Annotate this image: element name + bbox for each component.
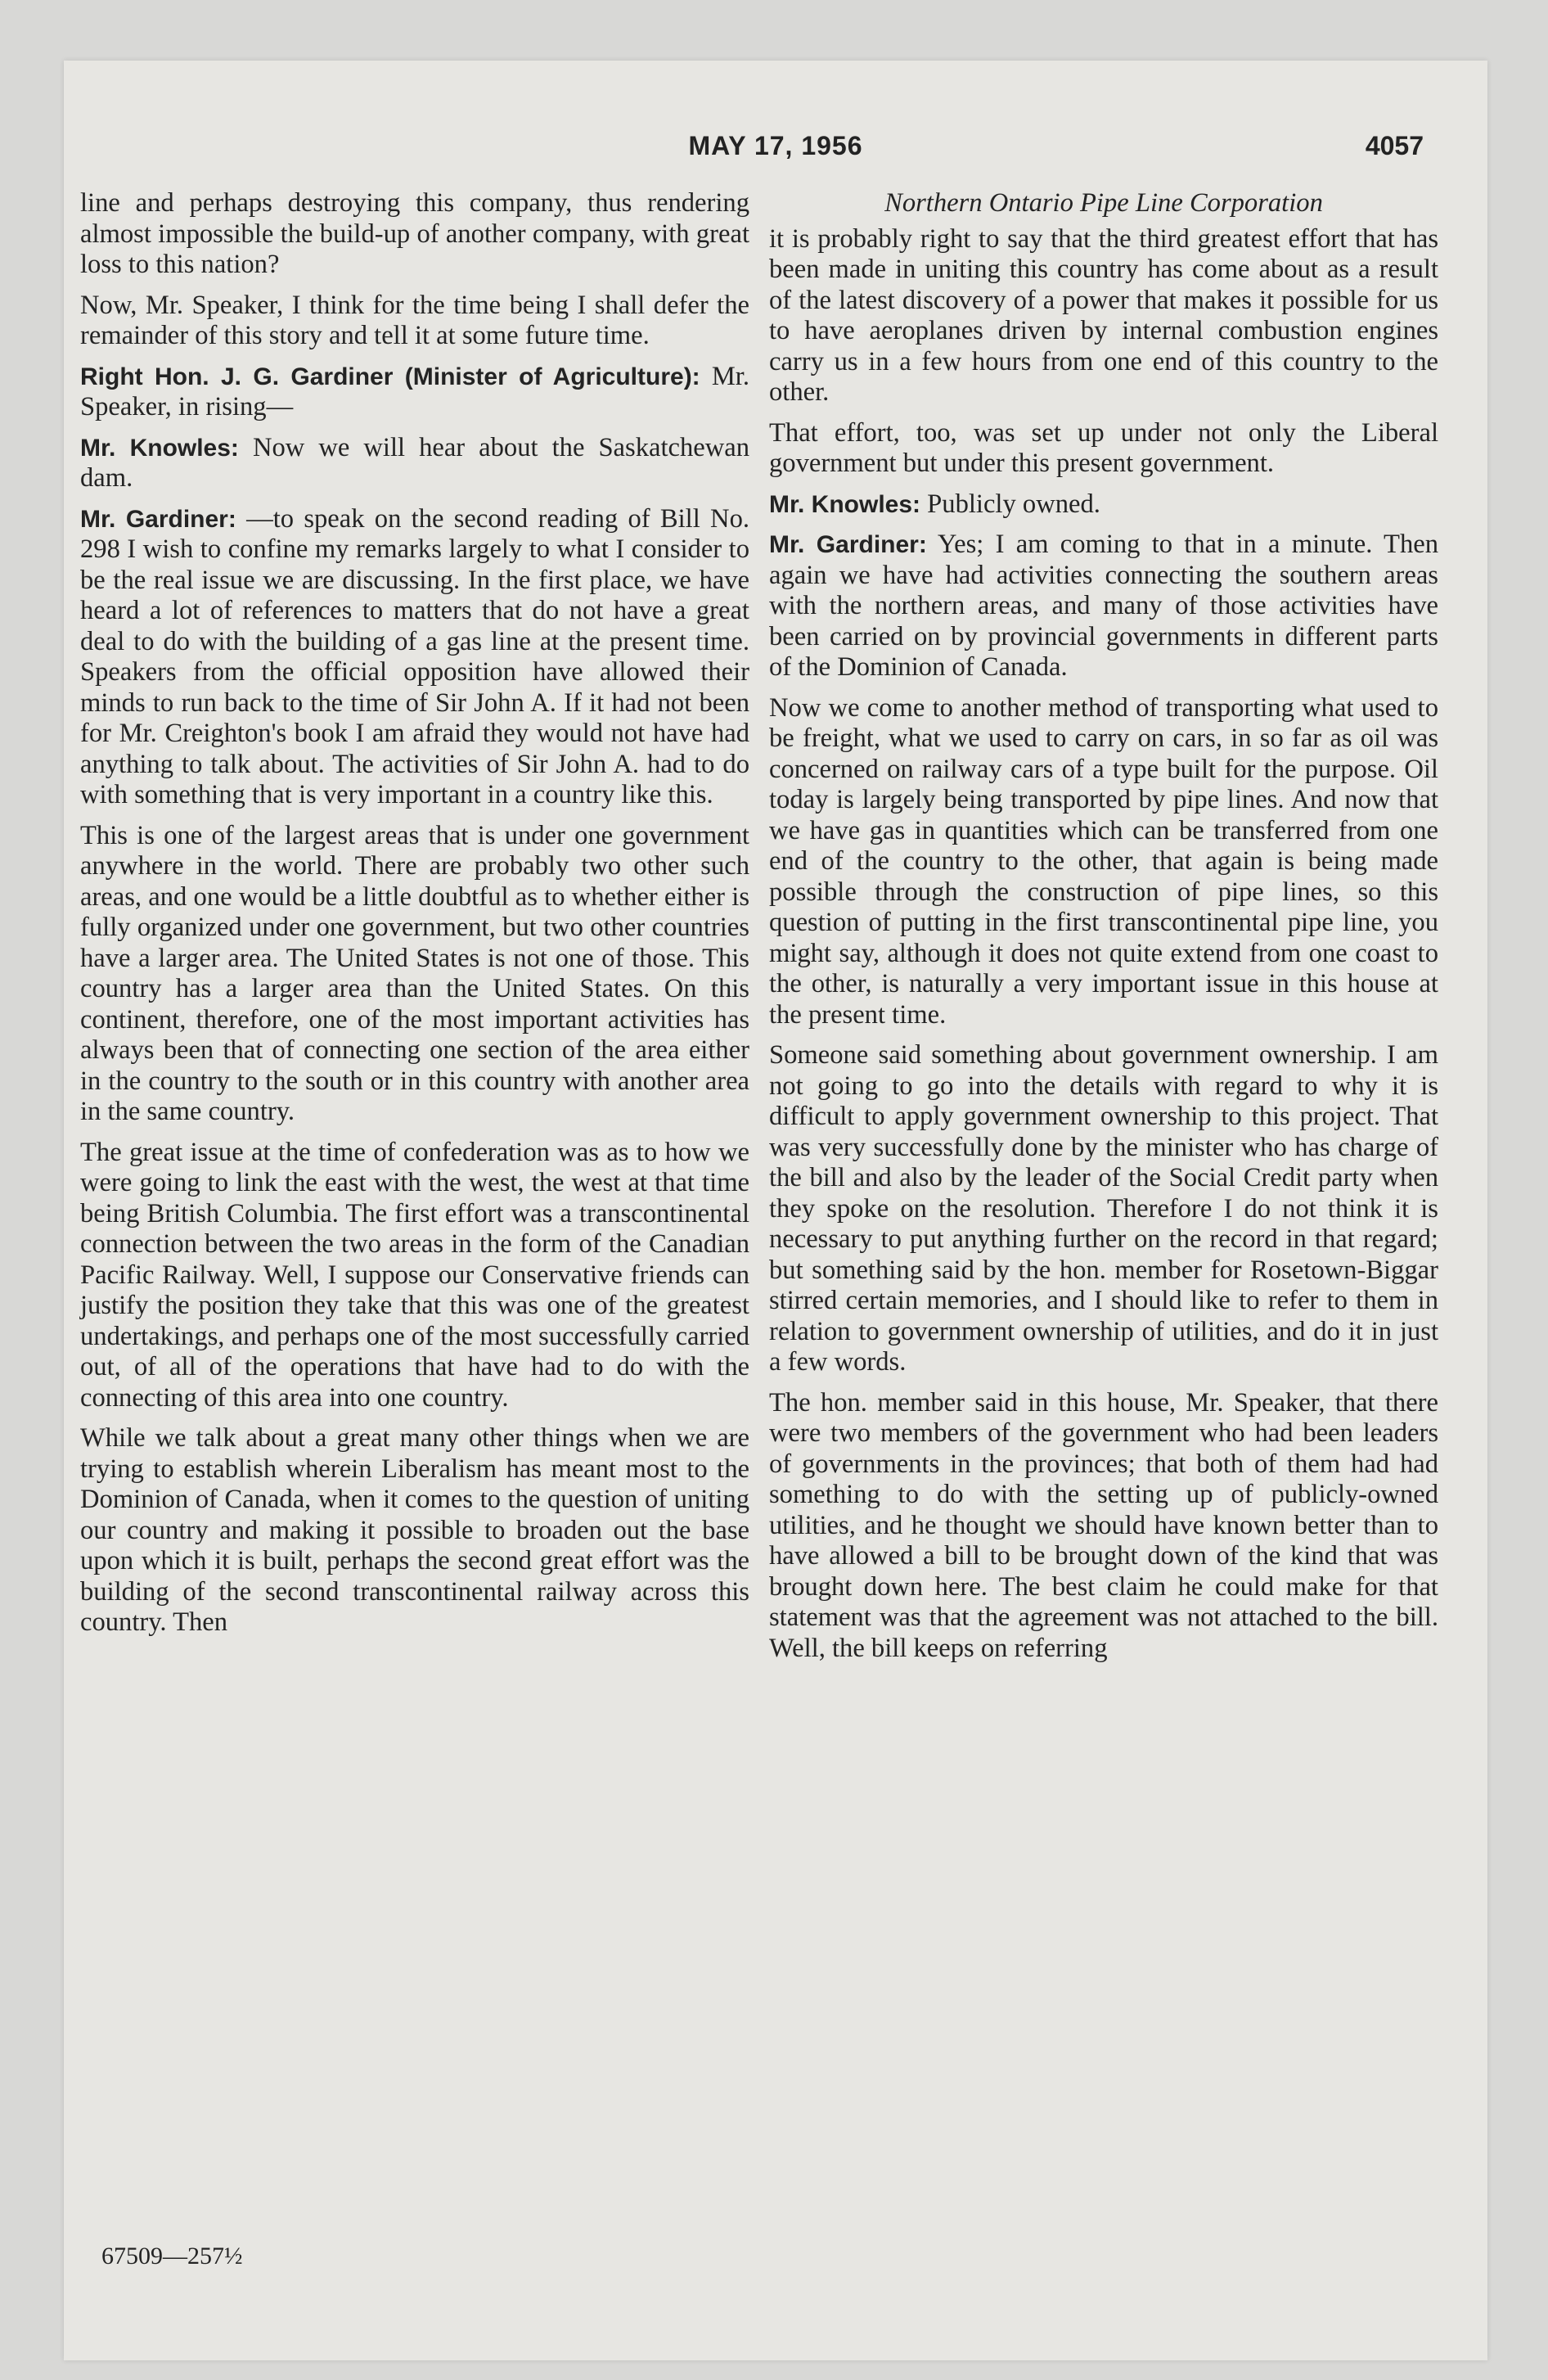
paragraph — [769, 693, 1438, 1031]
header-date: MAY 17, 1956 — [688, 131, 863, 160]
footer-code: 67509—257½ — [101, 2243, 243, 2270]
paragraph-text: Yes; I am coming to that in a minute. Then again we have had activities connecting the southern areas with the northern areas, and many of those activities have been carried on by provincial governments in different parts of the Dominion of Canada. — [769, 530, 1438, 682]
paragraph — [80, 291, 749, 352]
running-head: Northern Ontario Pipe Line Corporation — [884, 188, 1323, 218]
paragraph — [80, 433, 749, 494]
paragraph — [80, 1138, 749, 1414]
paragraph-text: That effort, too, was set up under not only the Liberal government but under this present government. — [769, 417, 1438, 478]
paragraph-text: Mr. Speaker, in rising— — [80, 361, 749, 421]
paragraph — [80, 821, 749, 1128]
paragraph — [80, 362, 749, 423]
page-header — [64, 131, 1487, 180]
paragraph — [80, 504, 749, 811]
paragraph — [769, 1388, 1438, 1665]
paragraph-text: Now we come to another method of transporting what used to be freight, what we used to carry on cars, in so far as oil was concerned on railway cars of a type built for the purpose. Oil today is largely being transported by pipe lines. And now that we have gas in quantities which can be transferred from one end of the country to the other, that again is being made possible through the construction of pipe lines, so this question of putting in the first transcontinental pipe line, you might say, although it does not quite extend from one coast to the other, is naturally a very important issue in this house at the present time. — [769, 692, 1438, 1030]
page-number: 4057 — [1365, 131, 1424, 160]
right-column — [769, 188, 1438, 1674]
paragraph — [769, 530, 1438, 683]
paragraph-text: This is one of the largest areas that is under one government anywhere in the world. There are probably two other such areas, and one would be a little doubtful as to whether either is fully organized under one government, but two other countries have a larger area. The United States is not one of those. This country has a larger area than the United States. On this continent, therefore, one of the most important activities has always been that of connecting one section of the area either in the country to the south or in this country with another area in the same country. — [80, 820, 749, 1126]
paragraph-text: line and perhaps destroying this company, thus rendering almost impossible the build-up of another company, with great loss to this nation? — [80, 188, 749, 279]
speaker-name: Mr. Knowles: — [769, 490, 921, 518]
paragraph — [769, 1040, 1438, 1378]
speaker-name: Mr. Gardiner: — [80, 505, 236, 533]
paragraph — [769, 489, 1438, 521]
paragraph-text: While we talk about a great many other things when we are trying to establish wherein Liberalism has meant most to the Dominion of Canada, when it comes to the question of uniting our country and making it possible to broaden out the base upon which it is built, perhaps the second great effort was the building of the second transcontinental railway across this country. Then — [80, 1423, 749, 1637]
left-column — [80, 188, 749, 1648]
paragraph-text: Now we will hear about the Saskatchewan dam. — [80, 432, 749, 493]
speaker-name: Right Hon. J. G. Gardiner (Minister of Agriculture): — [80, 363, 700, 390]
paragraph-text: Someone said something about government ownership. I am not going to go into the details with regard to why it is difficult to apply government ownership to this project. That was very successfully done by the minister who has charge of the bill and also by the leader of the Social Credit party when they spoke on the resolution. Therefore I do not think it is necessary to put anything further on the record in that regard; but something said by the hon. member for Rosetown-Biggar stirred certain memories, and I should like to refer to them in relation to government ownership of utilities, and do it in just a few words. — [769, 1040, 1438, 1377]
speaker-name: Mr. Knowles: — [80, 434, 239, 462]
paragraph — [769, 418, 1438, 480]
paragraph-text: The hon. member said in this house, Mr. Speaker, that there were two members of the government who had been leaders of governments in the provinces; that both of them had had something to do with the setting up of publicly-owned utilities, and he thought we should have known better than to have allowed a bill to be brought down of the kind that was brought down here. The best claim he could make for that statement was that the agreement was not attached to the bill. Well, the bill keeps on referring — [769, 1387, 1438, 1663]
paragraph — [769, 224, 1438, 408]
paragraph-text: —to speak on the second reading of Bill No. 298 I wish to confine my remarks largely to what I consider to be the real issue we are discussing. In the first place, we have heard a lot of references to matters that do not have a great deal to do with the building of a gas line at the present time. Speakers from the official opposition have allowed their minds to run back to the time of Sir John A. If it had not been for Mr. Creighton's book I am afraid they would not have had anything to talk about. The activities of Sir John A. had to do with something that is very important in a country like this. — [80, 503, 750, 809]
speaker-name: Mr. Gardiner: — [769, 531, 927, 558]
paragraph — [80, 188, 749, 281]
paragraph-text: it is probably right to say that the third greatest effort that has been made in uniting this country has come about as a result of the latest discovery of a power that makes it possible for us to have aeroplanes driven by internal combustion engines carry us in a few hours from one end of this country to the other. — [769, 223, 1438, 407]
paragraph-text: The great issue at the time of confederation was as to how we were going to link the east with the west, the west at that time being British Columbia. The first effort was a transcontinental connection between the two areas in the form of the Canadian Pacific Railway. Well, I suppose our Conservative friends can justify the position they take that this was one of the greatest undertakings, and perhaps one of the most successfully carried out, of all of the operations that have had to do with the connecting of this area into one country. — [80, 1137, 749, 1413]
paragraph-text: Now, Mr. Speaker, I think for the time being I shall defer the remainder of this story and tell it at some future time. — [80, 290, 749, 350]
paragraph-text: Publicly owned. — [920, 489, 1100, 519]
paragraph — [80, 1423, 749, 1639]
